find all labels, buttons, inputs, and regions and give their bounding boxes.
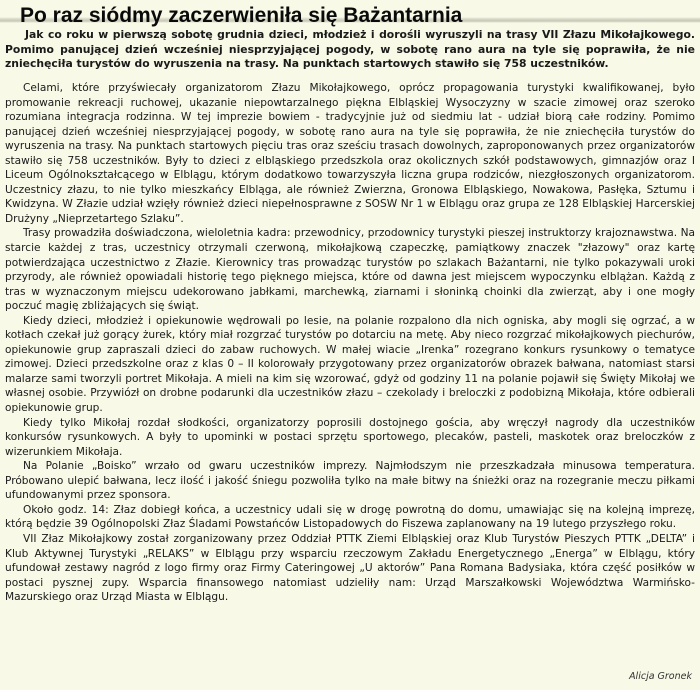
article-paragraph: VII Złaz Mikołajkowy został zorganizowany przez Oddział PTTK Ziemi Elbląskiej oraz Klub Turystów Pieszych PTTK „DELTA” i Klub Aktywnej Turystyki „RELAKS” w Elblągu przy wsparciu rzeczowym Zakładu Energetycznego „Energa” w Elblągu, który ufundował zestawy nagród z logo firmy oraz Firmy Cateringowej „U aktorów” Pana Romana Badysiaka, która część posiłków w postaci pysznej zupy. Wsparcia finansowego natomiast udzieliły nam: Urząd Marszałkowski Województwa Warmińsko-Mazurskiego oraz Urząd Miasta w Elblągu. — [5, 532, 695, 604]
article-author: Alicja Gronek — [629, 671, 692, 682]
article-paragraph: Celami, które przyświecały organizatorom Złazu Mikołajkowego, oprócz propagowania turystyki kwalifikowanej, było promowanie rekreacji ruchowej, ukazanie niepowtarzalnego piękna Elbląskiej Wysoczyzny w szacie zimowej oraz szeroko rozumiana integracja rodzinna. W tej imprezie bowiem - tradycyjnie już od siedmiu lat - udział biorą całe rodziny. Pomimo panującej dzień wcześniej niesprzyjającej pogody, w sobotę rano aura na tyle się poprawiła, że nie zniechęciła turystów do wyruszenia na trasy. Na punktach startowych pięciu tras oraz sześciu trasach dowolnych, zaproponowanych przez organizatorów stawiło się 758 uczestników. Były to dzieci z elbląskiego przedszkola oraz okolicznych szkół podstawowych, gimnazjów oraz I Liceum Ogólnokształcącego w Elblągu, którym dodatkowo towarzyszyła liczna grupa rodziców, niezgłoszonych organizatorom. Uczestnicy złazu, to nie tylko mieszkańcy Elbląga, ale również Zwierzna, Gronowa Elbląskiego, Nowakowa, Pasłęka, Sztumu i Kwidzyna. W Złazie udział wzięły również dzieci niepełnosprawne z SOSW Nr 1 w Elblągu oraz grupa ze 128 Elbląskiej Harcerskiej Drużyny „Nieprzetartego Szlaku”. — [5, 82, 695, 225]
article-lead: Jak co roku w pierwszą sobotę grudnia dzieci, młodzież i dorośli wyruszyli na trasy VII Złazu Mikołajkowego. Pomimo panującej dzień wcześniej niesprzyjającej pogody, w sobotę rano aura na tyle się poprawiła, że nie zniechęciła turystów do wyruszenia na trasy. Na punktach startowych stawiło się 758 uczestników. — [5, 28, 695, 70]
article-paragraph: Około godz. 14: Złaz dobiegł końca, a uczestnicy udali się w drogę powrotną do domu, umawiając się na kolejną imprezę, którą będzie 39 Ogólnopolski Złaz Śladami Powstańców Listopadowych do Fiszewa zaplanowany na 19 lutego przyszłego roku. — [5, 503, 695, 531]
article-paragraph: Kiedy tylko Mikołaj rozdał słodkości, organizatorzy poprosili dostojnego gościa, aby wręczył nagrody dla uczestników konkursów rysunkowych. A były to upominki w postaci sprzętu sportowego, plecaków, pasteli, maskotek oraz breloczków z wizerunkiem Mikołaja. — [5, 416, 695, 458]
article-paragraph: Kiedy dzieci, młodzież i opiekunowie wędrowali po lesie, na polanie rozpalono dla nich ogniska, aby mogli się ogrzać, a w kotłach czekał już gorący żurek, który miał rozgrzać turystów po dotarciu na metę. Aby nieco rozgrzać mikołajkowych piechurów, opiekunowie grup zapraszali dzieci do zabaw ruchowych. W małej wiacie „Irenka” rozegrano konkurs rysunkowy o tematyce zimowej. Dzieci przedszkolne oraz z klas 0 – II kolorowały przygotowany przez organizatorów obrazek bałwana, natomiast starsi malarze sami tworzyli portret Mikołaja. A mieli na kim się wzorować, gdyż od godziny 11 na polanie pojawił się Święty Mikołaj we własnej osobie. Przywiózł on drobne podarunki dla uczestników złazu – czekolady i breloczki z podobizną Mikołaja, które odbierali opiekunowie grup. — [5, 314, 695, 415]
article-paragraph: Trasy prowadziła doświadczona, wieloletnia kadra: przewodnicy, przodownicy turystyki pieszej instruktorzy krajoznawstwa. Na starcie każdej z tras, uczestnicy otrzymali czerwoną, mikołajkową czapeczkę, pamiątkowy znaczek "złazowy" oraz kartę potwierdzająca uczestnictwo z Złazie. Kierownicy tras prowadząc turystów po szlakach Bażantarni, nie tylko pokazywali uroki przyrody, ale również opowiadali historię tego pięknego miejsca, które od dawna jest miejscem wypoczynku elblążan. Każdą z tras w wyznaczonym miejscu udekorowano jabłkami, marchewką, ziarnami i słoninką choinki dla zwierząt, aby i one mogły poczuć magię zbliżających się świąt. — [5, 227, 695, 313]
article-body — [5, 81, 695, 605]
article-paragraph: Na Polanie „Boisko” wrzało od gwaru uczestników imprezy. Najmłodszym nie przeszkadzała minusowa temperatura. Próbowano ulepić bałwana, lecz ilość i jakość śniegu pozwoliła tylko na małe bitwy na śnieżki oraz na rozegranie meczu piłkami ufundowanymi przez sponsora. — [5, 460, 695, 502]
article-title: Po raz siódmy zaczerwieniła się Bażantarnia — [20, 4, 463, 27]
